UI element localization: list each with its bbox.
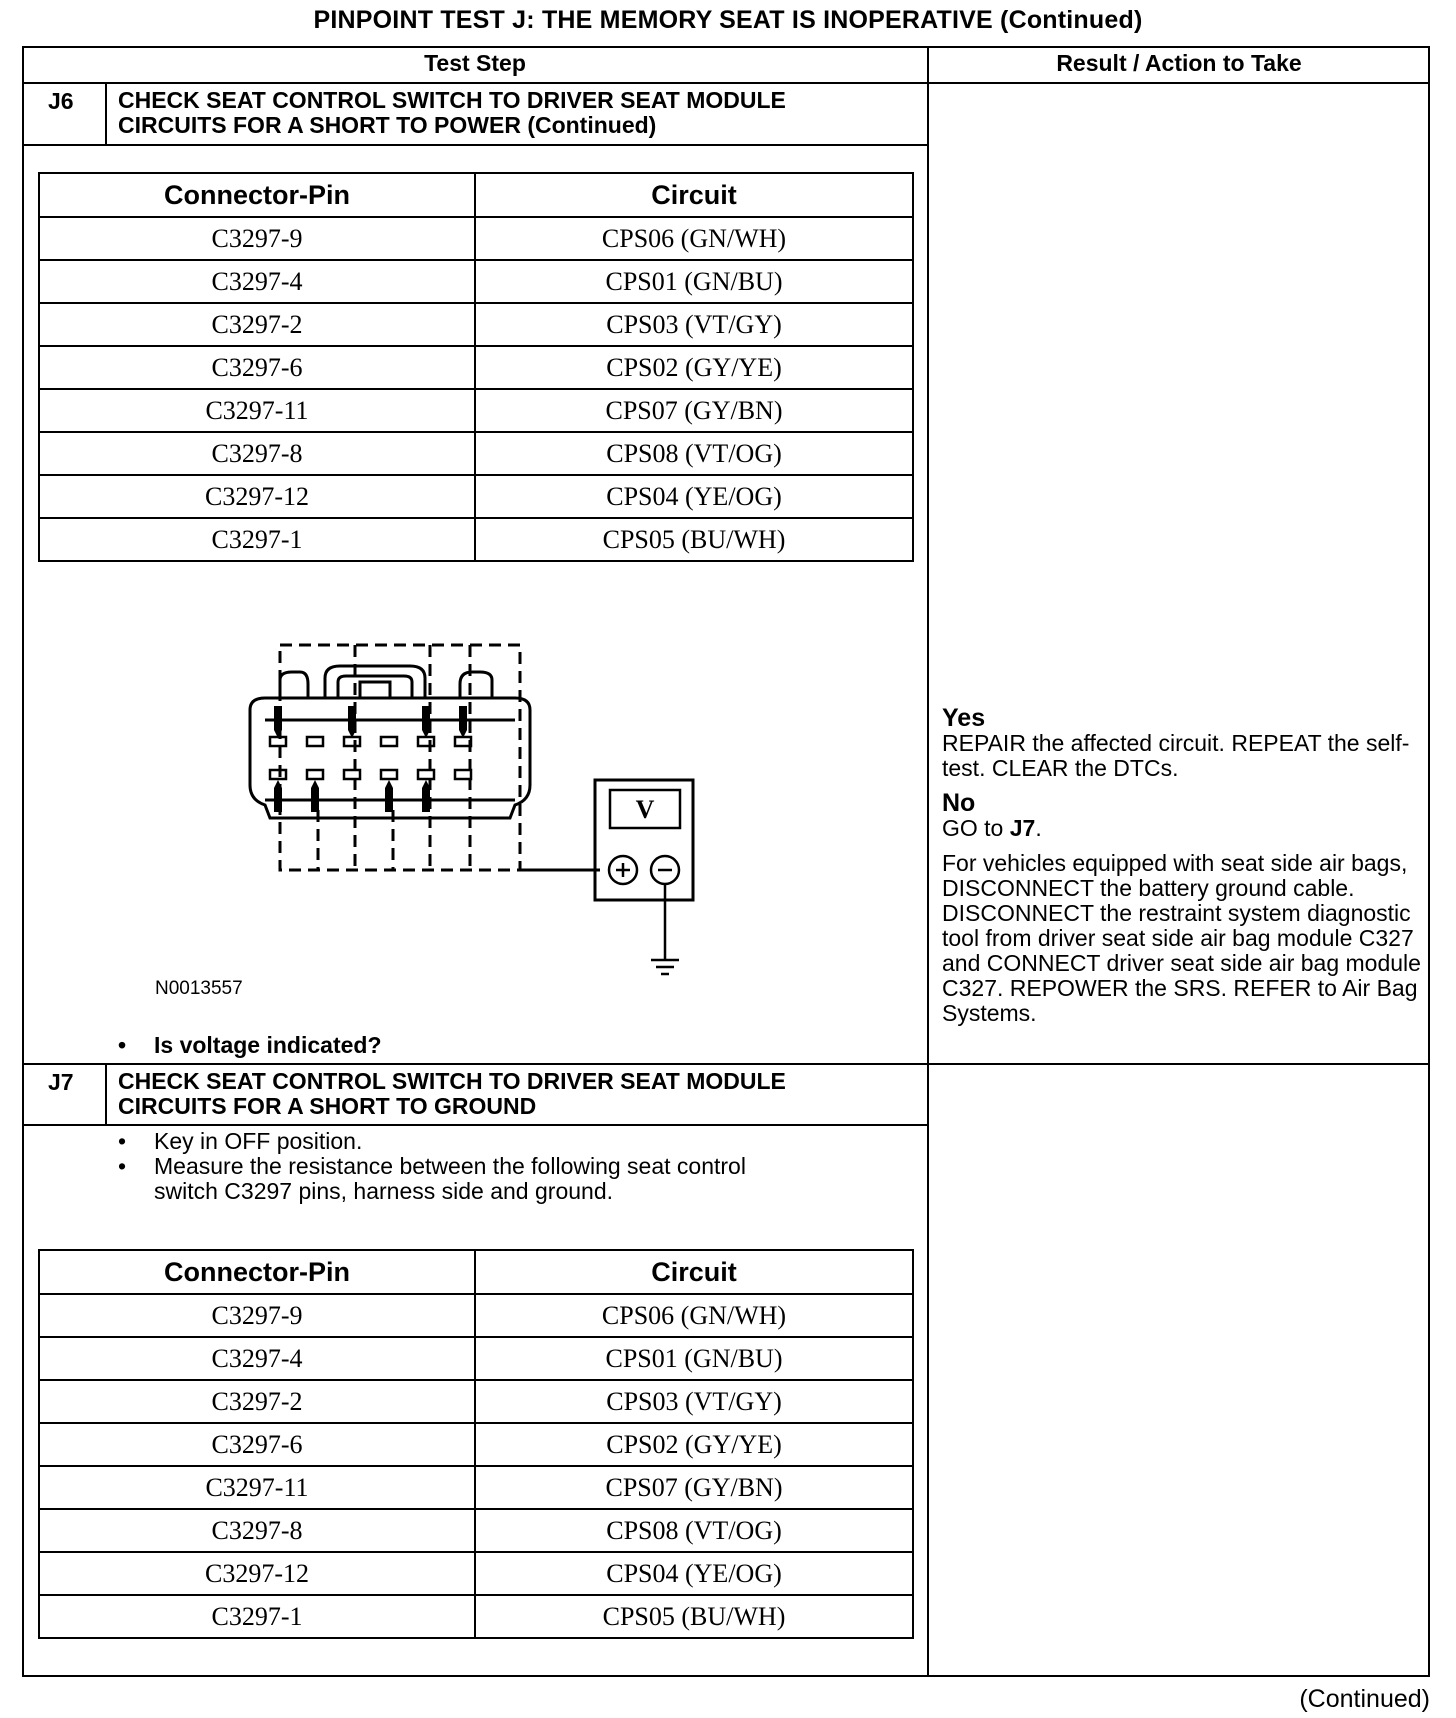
connector-pin-cell: C3297-4 xyxy=(39,1337,475,1380)
connector-pin-cell: C3297-12 xyxy=(39,1552,475,1595)
figure-id: N0013557 xyxy=(155,978,243,999)
probe-tip xyxy=(348,706,356,738)
pin-cavity xyxy=(418,770,434,779)
connector-pin-header: Connector-Pin xyxy=(39,1250,475,1294)
circuit-header: Circuit xyxy=(475,173,913,217)
continued-label: (Continued) xyxy=(1299,1685,1430,1713)
circuit-cell: CPS02 (GY/YE) xyxy=(475,346,913,389)
connector-pin-cell: C3297-6 xyxy=(39,1423,475,1466)
bullet-text: Key in OFF position. xyxy=(154,1128,363,1154)
connector-pin-cell: C3297-6 xyxy=(39,346,475,389)
pin-cavity xyxy=(270,737,286,746)
circuit-cell: CPS06 (GN/WH) xyxy=(475,217,913,260)
circuit-cell: CPS04 (YE/OG) xyxy=(475,475,913,518)
step-separator-rule xyxy=(22,1063,1430,1065)
table-row xyxy=(39,1595,913,1638)
circuit-cell: CPS07 (GY/BN) xyxy=(475,1466,913,1509)
yes-text: REPAIR the affected circuit. REPEAT the self-test. CLEAR the DTCs. xyxy=(942,730,1410,781)
connector-pin-cell: C3297-9 xyxy=(39,217,475,260)
table-row xyxy=(39,518,913,561)
no-text-prefix: GO to xyxy=(942,815,1010,841)
connector-pin-cell: C3297-4 xyxy=(39,260,475,303)
connector-ear xyxy=(460,672,492,698)
j7-title-rule xyxy=(22,1124,928,1126)
connector-pin-cell: C3297-8 xyxy=(39,1509,475,1552)
pin-cavity xyxy=(455,770,471,779)
voltmeter-unit-label: V xyxy=(635,795,655,824)
no-label: No xyxy=(942,789,976,817)
pin-cavity xyxy=(344,737,360,746)
probe-harness-dashed-box xyxy=(280,645,520,870)
circuit-cell: CPS08 (VT/OG) xyxy=(475,1509,913,1552)
j6-step-title xyxy=(118,88,786,138)
probe-tip xyxy=(459,706,467,738)
pin-cavity xyxy=(270,770,286,779)
j7-title-line1: CHECK SEAT CONTROL SWITCH TO DRIVER SEAT MODULE xyxy=(118,1068,786,1094)
table-header-row xyxy=(39,1250,913,1294)
j6-title-rule xyxy=(22,144,928,146)
connector-pin-cell: C3297-8 xyxy=(39,432,475,475)
probe-tip xyxy=(422,706,430,738)
table-row xyxy=(39,217,913,260)
circuit-cell: CPS08 (VT/OG) xyxy=(475,432,913,475)
pin-cavity xyxy=(307,737,323,746)
ground-symbol-icon xyxy=(651,960,679,974)
j7-id-divider xyxy=(105,1063,107,1125)
circuit-cell: CPS02 (GY/YE) xyxy=(475,1423,913,1466)
j7-step-id: J7 xyxy=(48,1069,74,1095)
j6-title-line2: CIRCUITS FOR A SHORT TO POWER (Continued) xyxy=(118,112,657,138)
table-row xyxy=(39,260,913,303)
connector-ear xyxy=(280,672,308,698)
j6-result xyxy=(942,706,1422,1026)
circuit-cell: CPS06 (GN/WH) xyxy=(475,1294,913,1337)
table-row xyxy=(39,1466,913,1509)
connector-voltmeter-diagram xyxy=(230,630,710,990)
j6-id-divider xyxy=(105,82,107,145)
pin-cavity xyxy=(307,770,323,779)
pin-cavity xyxy=(418,737,434,746)
connector-latch xyxy=(338,676,412,698)
probe-tip xyxy=(311,780,319,812)
connector-pin-cell: C3297-1 xyxy=(39,1595,475,1638)
column-divider xyxy=(927,46,929,1677)
circuit-cell: CPS03 (VT/GY) xyxy=(475,303,913,346)
j6-pin-table xyxy=(38,172,914,562)
yes-label: Yes xyxy=(942,704,986,732)
connector-pin-cell: C3297-1 xyxy=(39,518,475,561)
srs-note: For vehicles equipped with seat side air bags, DISCONNECT the battery ground cable. DISCONNECT the restraint system diagnostic tool from driver seat side air bag module C327 and CONNECT driver seat side air bag module C327. REPOWER the SRS. REFER to Air Bag Systems. xyxy=(942,850,1421,1026)
circuit-cell: CPS05 (BU/WH) xyxy=(475,518,913,561)
result-header: Result / Action to Take xyxy=(1056,50,1302,76)
table-row xyxy=(39,303,913,346)
pin-cavity xyxy=(344,770,360,779)
no-text-suffix: . xyxy=(1035,815,1042,841)
circuit-cell: CPS01 (GN/BU) xyxy=(475,1337,913,1380)
bullet-glyph: • xyxy=(118,1153,127,1179)
header-rule xyxy=(22,82,1430,84)
bullet-text: Measure the resistance between the following seat control switch C3297 pins, harness side and ground. xyxy=(154,1153,746,1204)
bullet-glyph: • xyxy=(118,1128,127,1154)
connector-pin-cell: C3297-9 xyxy=(39,1294,475,1337)
connector-pin-cell: C3297-2 xyxy=(39,303,475,346)
table-row xyxy=(39,1337,913,1380)
connector-pin-cell: C3297-12 xyxy=(39,475,475,518)
connector-pin-cell: C3297-2 xyxy=(39,1380,475,1423)
j6-title-line1: CHECK SEAT CONTROL SWITCH TO DRIVER SEAT MODULE xyxy=(118,87,786,113)
circuit-header: Circuit xyxy=(475,1250,913,1294)
question-text: Is voltage indicated? xyxy=(154,1032,382,1058)
test-step-header: Test Step xyxy=(424,50,526,76)
table-row xyxy=(39,1294,913,1337)
connector-pin-cell: C3297-11 xyxy=(39,1466,475,1509)
no-text-target[interactable]: J7 xyxy=(1009,815,1036,841)
no-text xyxy=(942,816,1422,841)
bullet-glyph: • xyxy=(118,1032,127,1058)
circuit-cell: CPS03 (VT/GY) xyxy=(475,1380,913,1423)
table-row xyxy=(39,389,913,432)
circuit-cell: CPS07 (GY/BN) xyxy=(475,389,913,432)
table-row xyxy=(39,1509,913,1552)
pin-cavity xyxy=(381,737,397,746)
table-row xyxy=(39,1380,913,1423)
table-row xyxy=(39,432,913,475)
circuit-cell: CPS01 (GN/BU) xyxy=(475,260,913,303)
j7-bullet-measure xyxy=(118,1154,908,1206)
connector-pin-header: Connector-Pin xyxy=(39,173,475,217)
table-row xyxy=(39,1423,913,1466)
circuit-cell: CPS05 (BU/WH) xyxy=(475,1595,913,1638)
table-row xyxy=(39,346,913,389)
table-header-row xyxy=(39,173,913,217)
j7-pin-table xyxy=(38,1249,914,1639)
connector-pin-cell: C3297-11 xyxy=(39,389,475,432)
pin-cavity xyxy=(381,770,397,779)
j6-step-id: J6 xyxy=(48,88,74,114)
j7-title-line2: CIRCUITS FOR A SHORT TO GROUND xyxy=(118,1093,537,1119)
table-row xyxy=(39,475,913,518)
table-row xyxy=(39,1552,913,1595)
page-title: PINPOINT TEST J: THE MEMORY SEAT IS INOPERATIVE (Continued) xyxy=(313,6,1143,34)
circuit-cell: CPS04 (YE/OG) xyxy=(475,1552,913,1595)
connector-latch-tab xyxy=(360,682,390,698)
j7-step-title xyxy=(118,1069,786,1119)
probe-tip xyxy=(385,780,393,812)
